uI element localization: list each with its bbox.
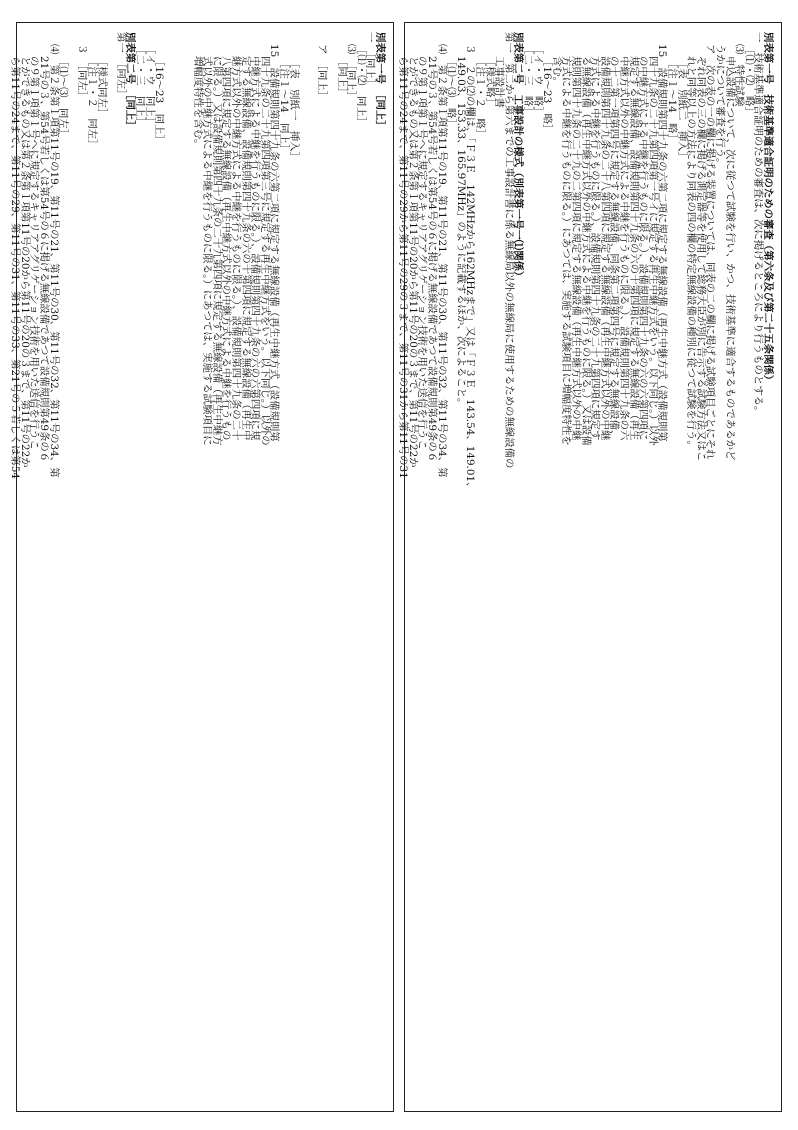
upper-text-line: とができるもの又は第２条第１項第11号の20から第11号の20の３まで、第11号の22か <box>406 56 419 468</box>
lower-text-line: ［イ・ウ 同上］ <box>143 44 156 128</box>
lower-text-line: 別表第一号 ［同上］ <box>374 32 386 131</box>
upper-text-line: の十二第一項第四号に規定する無線設備、同条第二項第四号に規定する無線設備、 <box>608 56 621 441</box>
lower-text-line: ［二・三 同上］ <box>134 44 146 128</box>
upper-text-line: 21号の３、第54号若しくは第54号の６に掲げる無線設備であつて設備規則第49条の６ <box>426 56 438 463</box>
lower-text-line: 式以外の中継方式による中継を行うものに限る。）にあつては、実施する試験項目に <box>201 56 214 446</box>
lower-text-line: ［16～23 同上］ <box>153 56 166 145</box>
lower-text-line: ［表 別紙一 挿入］ <box>287 58 300 162</box>
upper-text-line: 方式による中継を行うものに限る。）にあつては、実施する試験項目に増幅度特性を <box>560 56 573 446</box>
upper-text-line: 15 設備規則第四十九条の六第二項に規定する無線設備（再生中継方式（設備規則第 <box>656 44 669 442</box>
lower-text-line: 四十九条の二十九第四項第三号に規定する再生中継方式をいう。以下同じ。）以外の <box>258 56 271 446</box>
upper-text-line: 設備規則第四十九条の二十八第四項に規定する無線設備（再生中継方式以外の中継 <box>598 56 611 441</box>
upper-text-line: 申込設備について、次に従つて試験を行い、かつ、技術基準に適合するものであるかど <box>723 56 736 461</box>
upper-text-line: ［表 別紙二 挿入］ <box>675 58 688 162</box>
upper-text-line: ⑷ 第２条第１項第11号の19、第11号の21、第11号の30、第11号の32、第11号の34、第 <box>435 44 448 478</box>
lower-text-line: ［様式同左］ <box>95 56 108 119</box>
upper-text-line: 含む。 <box>550 56 563 88</box>
lower-text-line: 中継方式による中継を行うものに限る。）、設備規則第四十九条の六の六第四項に規 <box>249 56 262 441</box>
upper-text-block <box>397 32 778 1102</box>
upper-text-line: の中継方式による中継を行うものに限る。）、設備規則第四十九条の六の六第四項に <box>637 56 650 441</box>
upper-panel-new-text <box>397 22 782 1112</box>
upper-text-line: 第一 第二から第六までの工事設計書に係る無線局以外の無線局に使用するための無線設備の <box>502 32 515 469</box>
lower-text-line: ⑶ ［同上］ <box>345 44 358 102</box>
upper-text-line: ぞれ同表の三の欄に掲げる測定器等を使用して総務大臣が別に告示する試験方法又はこ <box>694 56 707 462</box>
upper-text-line: 一 技術基準適合証明のための審査は、次に掲げるところにより行うものとする。 <box>752 32 765 417</box>
upper-text-line: 149.03、153.33、165.97MHz」のように記載するほか、次によること。 <box>454 56 467 409</box>
lower-text-line: ［⑴・⑵ 同上］ <box>354 44 367 128</box>
upper-text-line: 規則第四十九条の二十九の二第四項に規定する無線設備（再生中継方式以外の中継 <box>570 56 582 441</box>
lower-text-line: ［⑴～⑶ 同左］ <box>57 56 70 140</box>
upper-text-line: る無線設備（再生中継方式以外の中継方式による中継を行うものに限る。）又は設備 <box>579 56 592 446</box>
lower-text-line: に限る。）又は設備規則第四十九条の二十九第四項に規定する無線設備（再生中継方 <box>210 56 223 446</box>
upper-text-line: ［⑴・⑵ 略］ <box>742 44 755 117</box>
lower-text-line: の９第１項第１号ヘに規定するキャリアアグリゲーション技術を用いた送信を行うこ <box>28 56 41 450</box>
lower-text-line: とができるもの又は第２条第１項第11号の20から第11号の20の３まで、第11号の22か <box>18 56 31 468</box>
upper-text-line: ［二・三 略］ <box>522 44 534 117</box>
upper-text-line: ［⑴～⑶ 略］ <box>445 56 458 129</box>
lower-text-line: 八第四項に規定する無線設備（再生中継方式以外の中継方式による中継を行うもの <box>220 56 233 441</box>
upper-text-line: うかについて審査を行う。 <box>714 44 726 169</box>
upper-text-line: れと同等以上の方法により同表の四の欄の特定無線設備の種別に従つて試験を行う。 <box>685 56 698 451</box>
lower-panel-old-text <box>9 22 394 1112</box>
upper-text-line: ア 次の表の一の欄に掲げる装置については、同表の二の欄に掲げる試験項目ごとにそれ <box>704 44 717 460</box>
upper-text-line: の９第１項第１号ヘに規定するキャリアアグリゲーション技術を用いた送信を行うこ <box>416 56 429 450</box>
upper-text-line: 別表第二号 工事設計の様式（別表第一号一⑴関係） <box>512 32 525 282</box>
upper-text-line: 規定する無線設備、設備規則第四十九条の六の十第四項に規定する無線設備（再生 <box>627 56 640 441</box>
upper-text-line: 工事設計書 <box>493 56 506 108</box>
lower-text-line: 一 ［同上］ <box>364 32 377 90</box>
lower-text-line: ３ ［同左］ <box>76 44 89 102</box>
lower-text-block <box>9 32 390 1102</box>
upper-text-line: 方式による中継を行うものに限る。）、設備規則第四十九条の二十九第四項に規定す <box>589 56 602 441</box>
upper-text-line: ［様式略］ <box>483 56 496 108</box>
upper-text-line: 中継方式以外の中継方式による中継を行うものに限る。）、設備規則第四十九条の六 <box>618 56 630 441</box>
upper-text-line: ⑶ 特性試験 <box>733 44 746 107</box>
upper-text-line: 別表第一号 技術基準適合証明のための審査（第六条及び第二十五条関係） <box>762 32 774 386</box>
lower-text-line: 第一 ［同左］ <box>114 32 127 100</box>
lower-text-line: 定する無線設備、設備規則第四十九条の六の十第四項に規定する無線設備（再生中 <box>239 56 252 441</box>
lower-text-line: 15 設備規則第四十九条の六第二項に規定する無線設備（再生中継方式（設備規則第 <box>268 44 281 442</box>
lower-text-line: ⑷ 第２条第１項第11号の19、第11号の21、第11号の30、第11号の32、第11号の34、第 <box>47 44 60 478</box>
lower-text-line: ［注１～14 同上］ <box>278 58 290 155</box>
upper-text-line: ［イ・ウ 略］ <box>531 44 544 117</box>
upper-text-line: ［16～23 略］ <box>541 56 554 135</box>
lower-text-line: 増幅度特性を含む。 <box>191 56 204 150</box>
upper-text-line: ら第11号の24まで、第11号の29から第11号の29の３まで、第11号の31から第11号の31 <box>397 56 410 479</box>
lower-text-line: ［同上］ <box>335 56 348 98</box>
lower-text-line: ［注１・２ 同左］ <box>86 56 98 150</box>
lower-text-line: 継方式以外の中継方式による中継を行うものに限る。）、設備規則第四十九条の二十 <box>230 56 242 441</box>
upper-text-line: 四十九条の二十九第四項第一号イに規定する再生中継方式をいう。以下同じ。）以外 <box>646 56 659 446</box>
lower-text-line: 21号の３、第54号若しくは第54号の６に掲げる無線設備であつて設備規則第49条の６ <box>38 56 50 463</box>
lower-text-line: 別表第二号 ［同上］ <box>124 32 137 131</box>
upper-text-line: ［注１～14 略］ <box>666 58 678 144</box>
lower-text-line: ア ［同上］ <box>316 44 329 102</box>
upper-text-line: ３ ２の⑵の欄は、「Ｆ３Ｅ 142MHzから162MHzまで」又は「Ｆ３Ｅ 143.54、149.01、 <box>464 44 477 493</box>
upper-text-line: ［注１・２ 略］ <box>474 56 486 140</box>
lower-text-line: ら第11号の24まで、第11号の29、第11号の31、第11号の33、第21号の５若しくは第54 <box>9 56 22 479</box>
